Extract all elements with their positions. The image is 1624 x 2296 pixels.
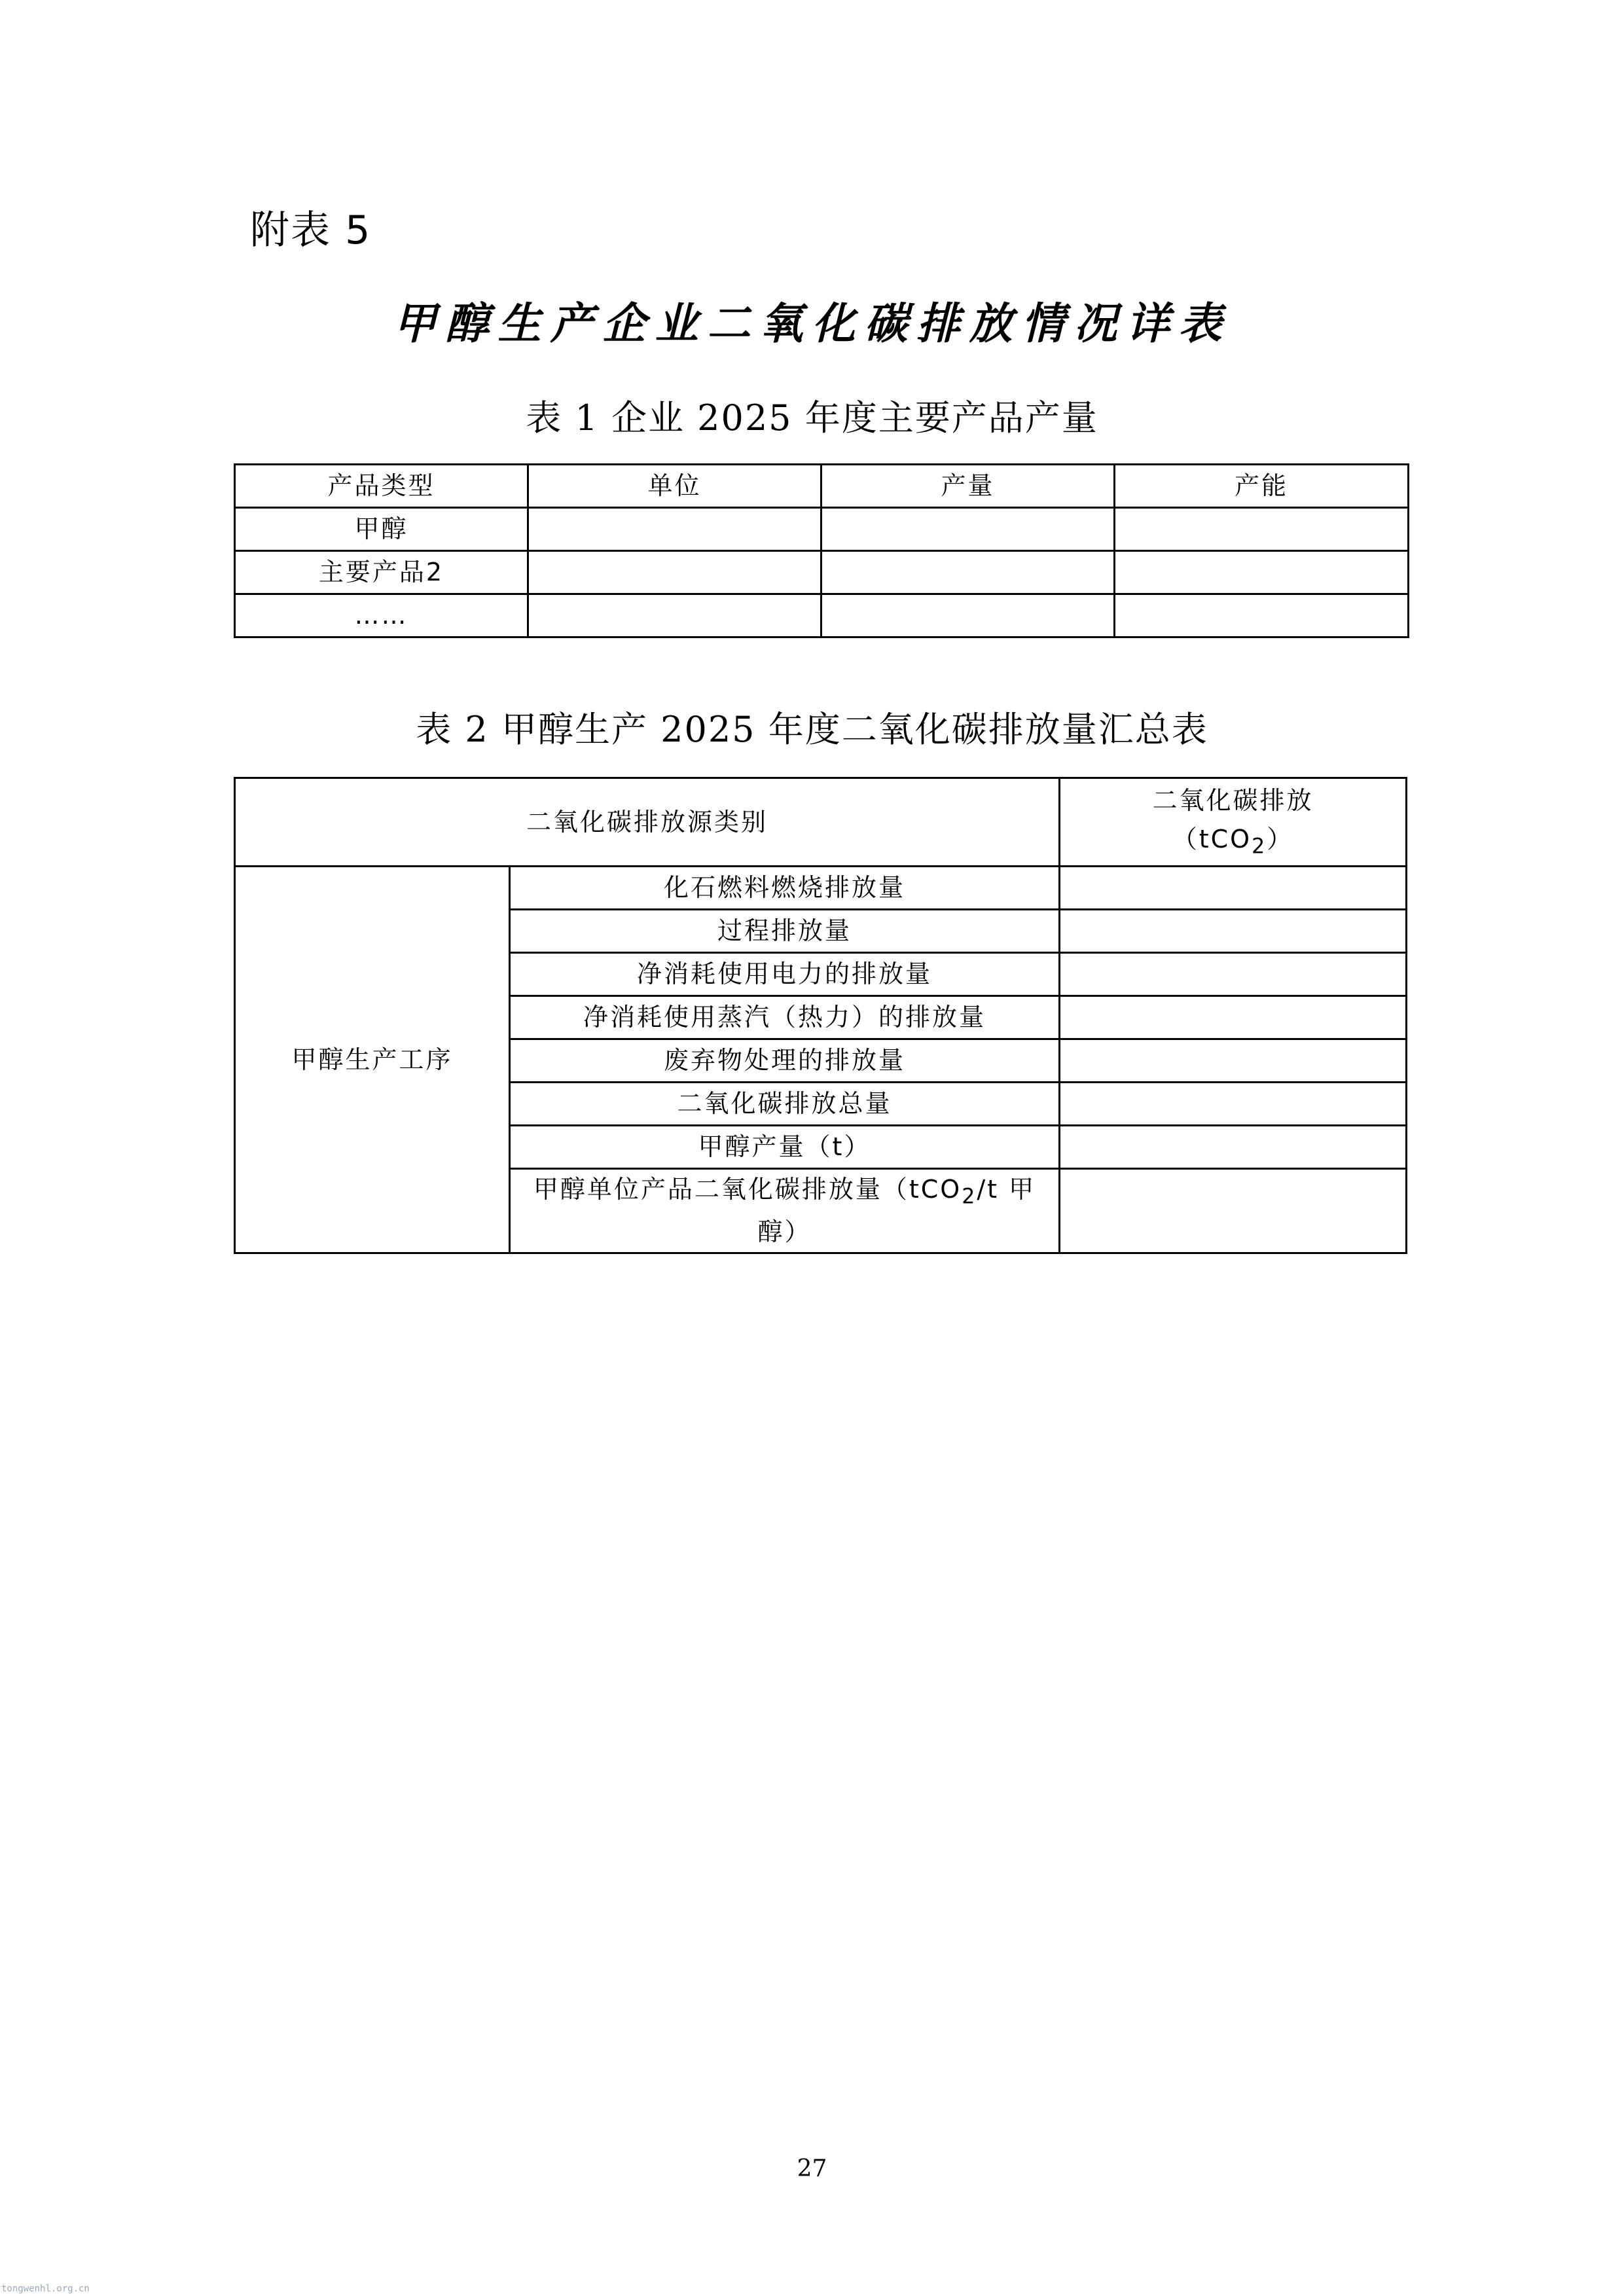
watermark: tongwenhl.org.cn <box>1 2284 90 2294</box>
emission-item-label: 甲醇产量（t） <box>510 1126 1060 1169</box>
unit-cell <box>528 508 821 551</box>
emission-value-cell <box>1060 910 1407 953</box>
emission-value-cell <box>1060 1126 1407 1169</box>
output-cell <box>821 508 1115 551</box>
product-name-cell: 甲醇 <box>235 508 528 551</box>
header-output: 产量 <box>821 465 1115 508</box>
capacity-cell <box>1115 594 1409 637</box>
page-number: 27 <box>797 2155 827 2182</box>
appendix-label: 附表 5 <box>250 207 372 253</box>
product-output-table <box>234 463 1409 638</box>
emission-item-label: 过程排放量 <box>510 910 1060 953</box>
header-emission-amount <box>1060 778 1407 867</box>
table-row <box>235 594 1409 637</box>
emission-item-label: 净消耗使用电力的排放量 <box>510 953 1060 996</box>
table2-caption: 表 2 甲醇生产 2025 年度二氧化碳排放量汇总表 <box>416 709 1208 750</box>
table-row <box>235 867 1407 910</box>
product-name-cell: 主要产品2 <box>235 551 528 594</box>
unit-cell <box>528 594 821 637</box>
table1-caption: 表 1 企业 2025 年度主要产品产量 <box>526 397 1098 439</box>
header-emission-source-category: 二氧化碳排放源类别 <box>235 778 1060 867</box>
emission-value-cell <box>1060 996 1407 1039</box>
capacity-cell <box>1115 551 1409 594</box>
table-row <box>235 508 1409 551</box>
table-row <box>235 551 1409 594</box>
emission-summary-table <box>234 777 1407 1254</box>
emission-value-cell <box>1060 1039 1407 1083</box>
emission-item-label: 二氧化碳排放总量 <box>510 1083 1060 1126</box>
emission-item-label: 净消耗使用蒸汽（热力）的排放量 <box>510 996 1060 1039</box>
table-header-row <box>235 778 1407 867</box>
intensity-label-part2: /t 甲醇） <box>757 1174 1036 1247</box>
unit-open: （tCO <box>1172 824 1252 853</box>
emission-item-label: 化石燃料燃烧排放量 <box>510 867 1060 910</box>
intensity-subscript: 2 <box>962 1185 977 1209</box>
emission-item-label: 废弃物处理的排放量 <box>510 1039 1060 1083</box>
capacity-cell <box>1115 508 1409 551</box>
header-emission-unit <box>1172 824 1294 859</box>
unit-close: ） <box>1267 824 1294 853</box>
emission-value-cell <box>1060 953 1407 996</box>
output-cell <box>821 551 1115 594</box>
table-header-row <box>235 465 1409 508</box>
header-unit: 单位 <box>528 465 821 508</box>
header-product-type: 产品类型 <box>235 465 528 508</box>
output-cell <box>821 594 1115 637</box>
header-capacity: 产能 <box>1115 465 1409 508</box>
emission-intensity-label <box>510 1169 1060 1253</box>
process-label-cell: 甲醇生产工序 <box>235 867 510 1253</box>
product-name-cell: …… <box>235 594 528 637</box>
intensity-label-part1: 甲醇单位产品二氧化碳排放量（tCO <box>533 1174 962 1204</box>
unit-subscript: 2 <box>1252 834 1267 859</box>
header-emission-label: 二氧化碳排放 <box>1152 785 1314 815</box>
emission-value-cell <box>1060 1169 1407 1253</box>
emission-value-cell <box>1060 1083 1407 1126</box>
document-title: 甲醇生产企业二氧化碳排放情况详表 <box>393 298 1231 349</box>
emission-value-cell <box>1060 867 1407 910</box>
unit-cell <box>528 551 821 594</box>
